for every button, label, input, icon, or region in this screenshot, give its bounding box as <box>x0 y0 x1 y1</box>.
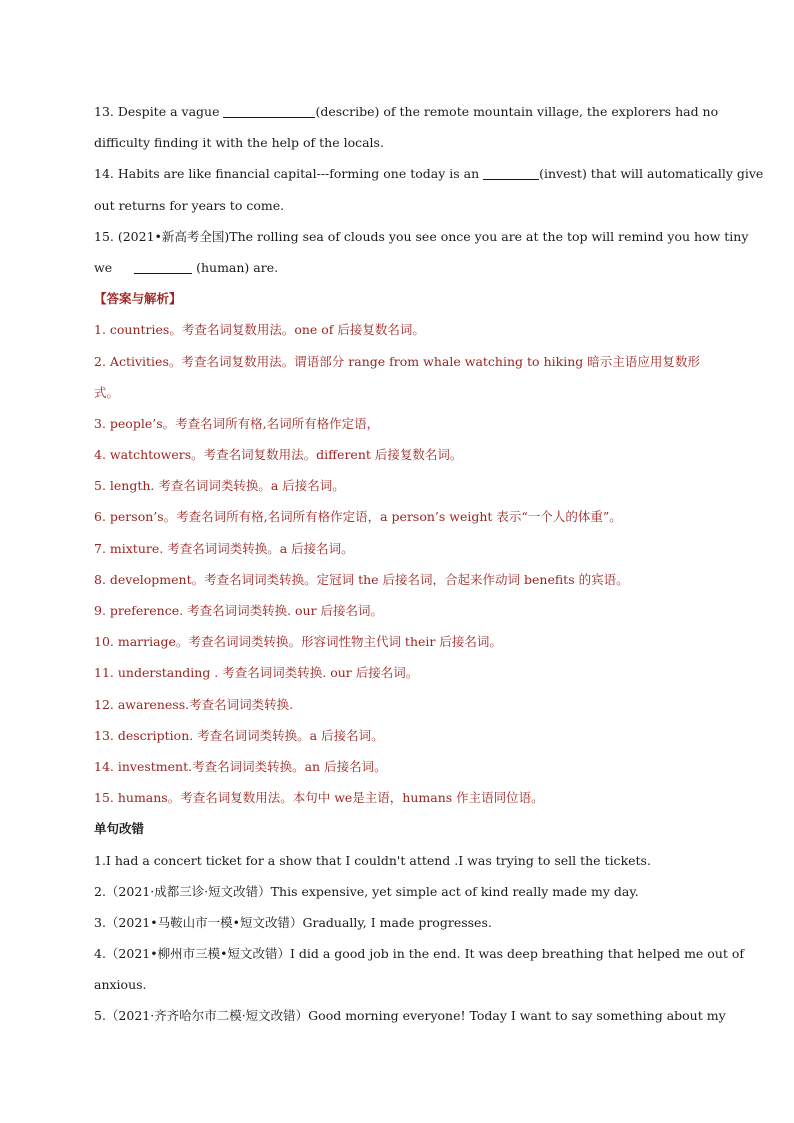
answer-blank <box>134 259 192 274</box>
question-15-line-2: we (human) are. <box>94 259 279 275</box>
question-13-line-2: difficulty finding it with the help of the locals. <box>94 135 384 151</box>
answer-item: 14. investment.考查名词词类转换。an 后接名词。 <box>94 758 387 774</box>
question-14-line-1: 14. Habits are like financial capital---forming one today is an (invest) that will automatically give <box>94 166 764 182</box>
answers-heading: 【答案与解析】 <box>94 291 182 307</box>
answer-blank <box>223 103 315 118</box>
answer-item: 10. marriage。考查名词词类转换。形容词性物主代词 their 后接名词。 <box>94 634 502 650</box>
answer-item: 6. person’s。考查名词所有格,名词所有格作定语，a person’s weight 表示“一个人的体重”。 <box>94 509 622 525</box>
correction-item: anxious. <box>94 977 147 993</box>
answer-item: 11. understanding . 考查名词词类转换. our 后接名词。 <box>94 665 419 681</box>
question-14-line-2: out returns for years to come. <box>94 197 285 213</box>
answer-item: 8. development。考查名词词类转换。定冠词 the 后接名词，合起来作动词 benefits 的宾语。 <box>94 571 629 587</box>
answer-item: 9. preference. 考查名词词类转换. our 后接名词。 <box>94 603 384 618</box>
answer-item: 式。 <box>94 384 120 400</box>
correction-item: 4.（2021•柳州市三模•短文改错）I did a good job in the end. It was deep breathing that helped me out of <box>94 946 745 962</box>
answer-blank <box>483 165 539 180</box>
answer-item: 7. mixture. 考查名词词类转换。a 后接名词。 <box>94 540 354 556</box>
correction-item: 2.（2021·成都三诊·短文改错）This expensive, yet simple act of kind really made my day. <box>94 883 639 899</box>
answer-item: 2. Activities。考查名词复数用法。谓语部分 range from whale watching to hiking 暗示主语应用复数形 <box>94 353 700 369</box>
answer-item: 4. watchtowers。考查名词复数用法。different 后接复数名词。 <box>94 447 463 463</box>
answer-item: 12. awareness.考查名词词类转换. <box>94 696 294 712</box>
question-15-line-1: 15. (2021•新高考全国)The rolling sea of clouds you see once you are at the top will remind you how tiny <box>94 228 749 244</box>
document-content <box>94 96 764 1032</box>
correction-heading: 单句改错 <box>94 821 145 837</box>
answer-item: 5. length. 考查名词词类转换。a 后接名词。 <box>94 478 345 494</box>
correction-item: 3.（2021•马鞍山市一模•短文改错）Gradually, I made progresses. <box>94 914 492 930</box>
answer-item: 3. people’s。考查名词所有格,名词所有格作定语， <box>94 415 380 431</box>
answer-item: 1. countries。考查名词复数用法。one of 后接复数名词。 <box>94 322 425 338</box>
answer-item: 15. humans。考查名词复数用法。本句中 we是主语，humans 作主语同位语。 <box>94 790 544 806</box>
correction-item: 5.（2021·齐齐哈尔市二模·短文改错）Good morning everyone! Today I want to say something about my <box>94 1008 726 1024</box>
correction-item: 1.I had a concert ticket for a show that I couldn't attend .I was trying to sell the tickets. <box>94 852 651 868</box>
question-13-line-1: 13. Despite a vague (describe) of the remote mountain village, the explorers had no <box>94 104 719 119</box>
answer-item: 13. description. 考查名词词类转换。a 后接名词。 <box>94 727 384 743</box>
